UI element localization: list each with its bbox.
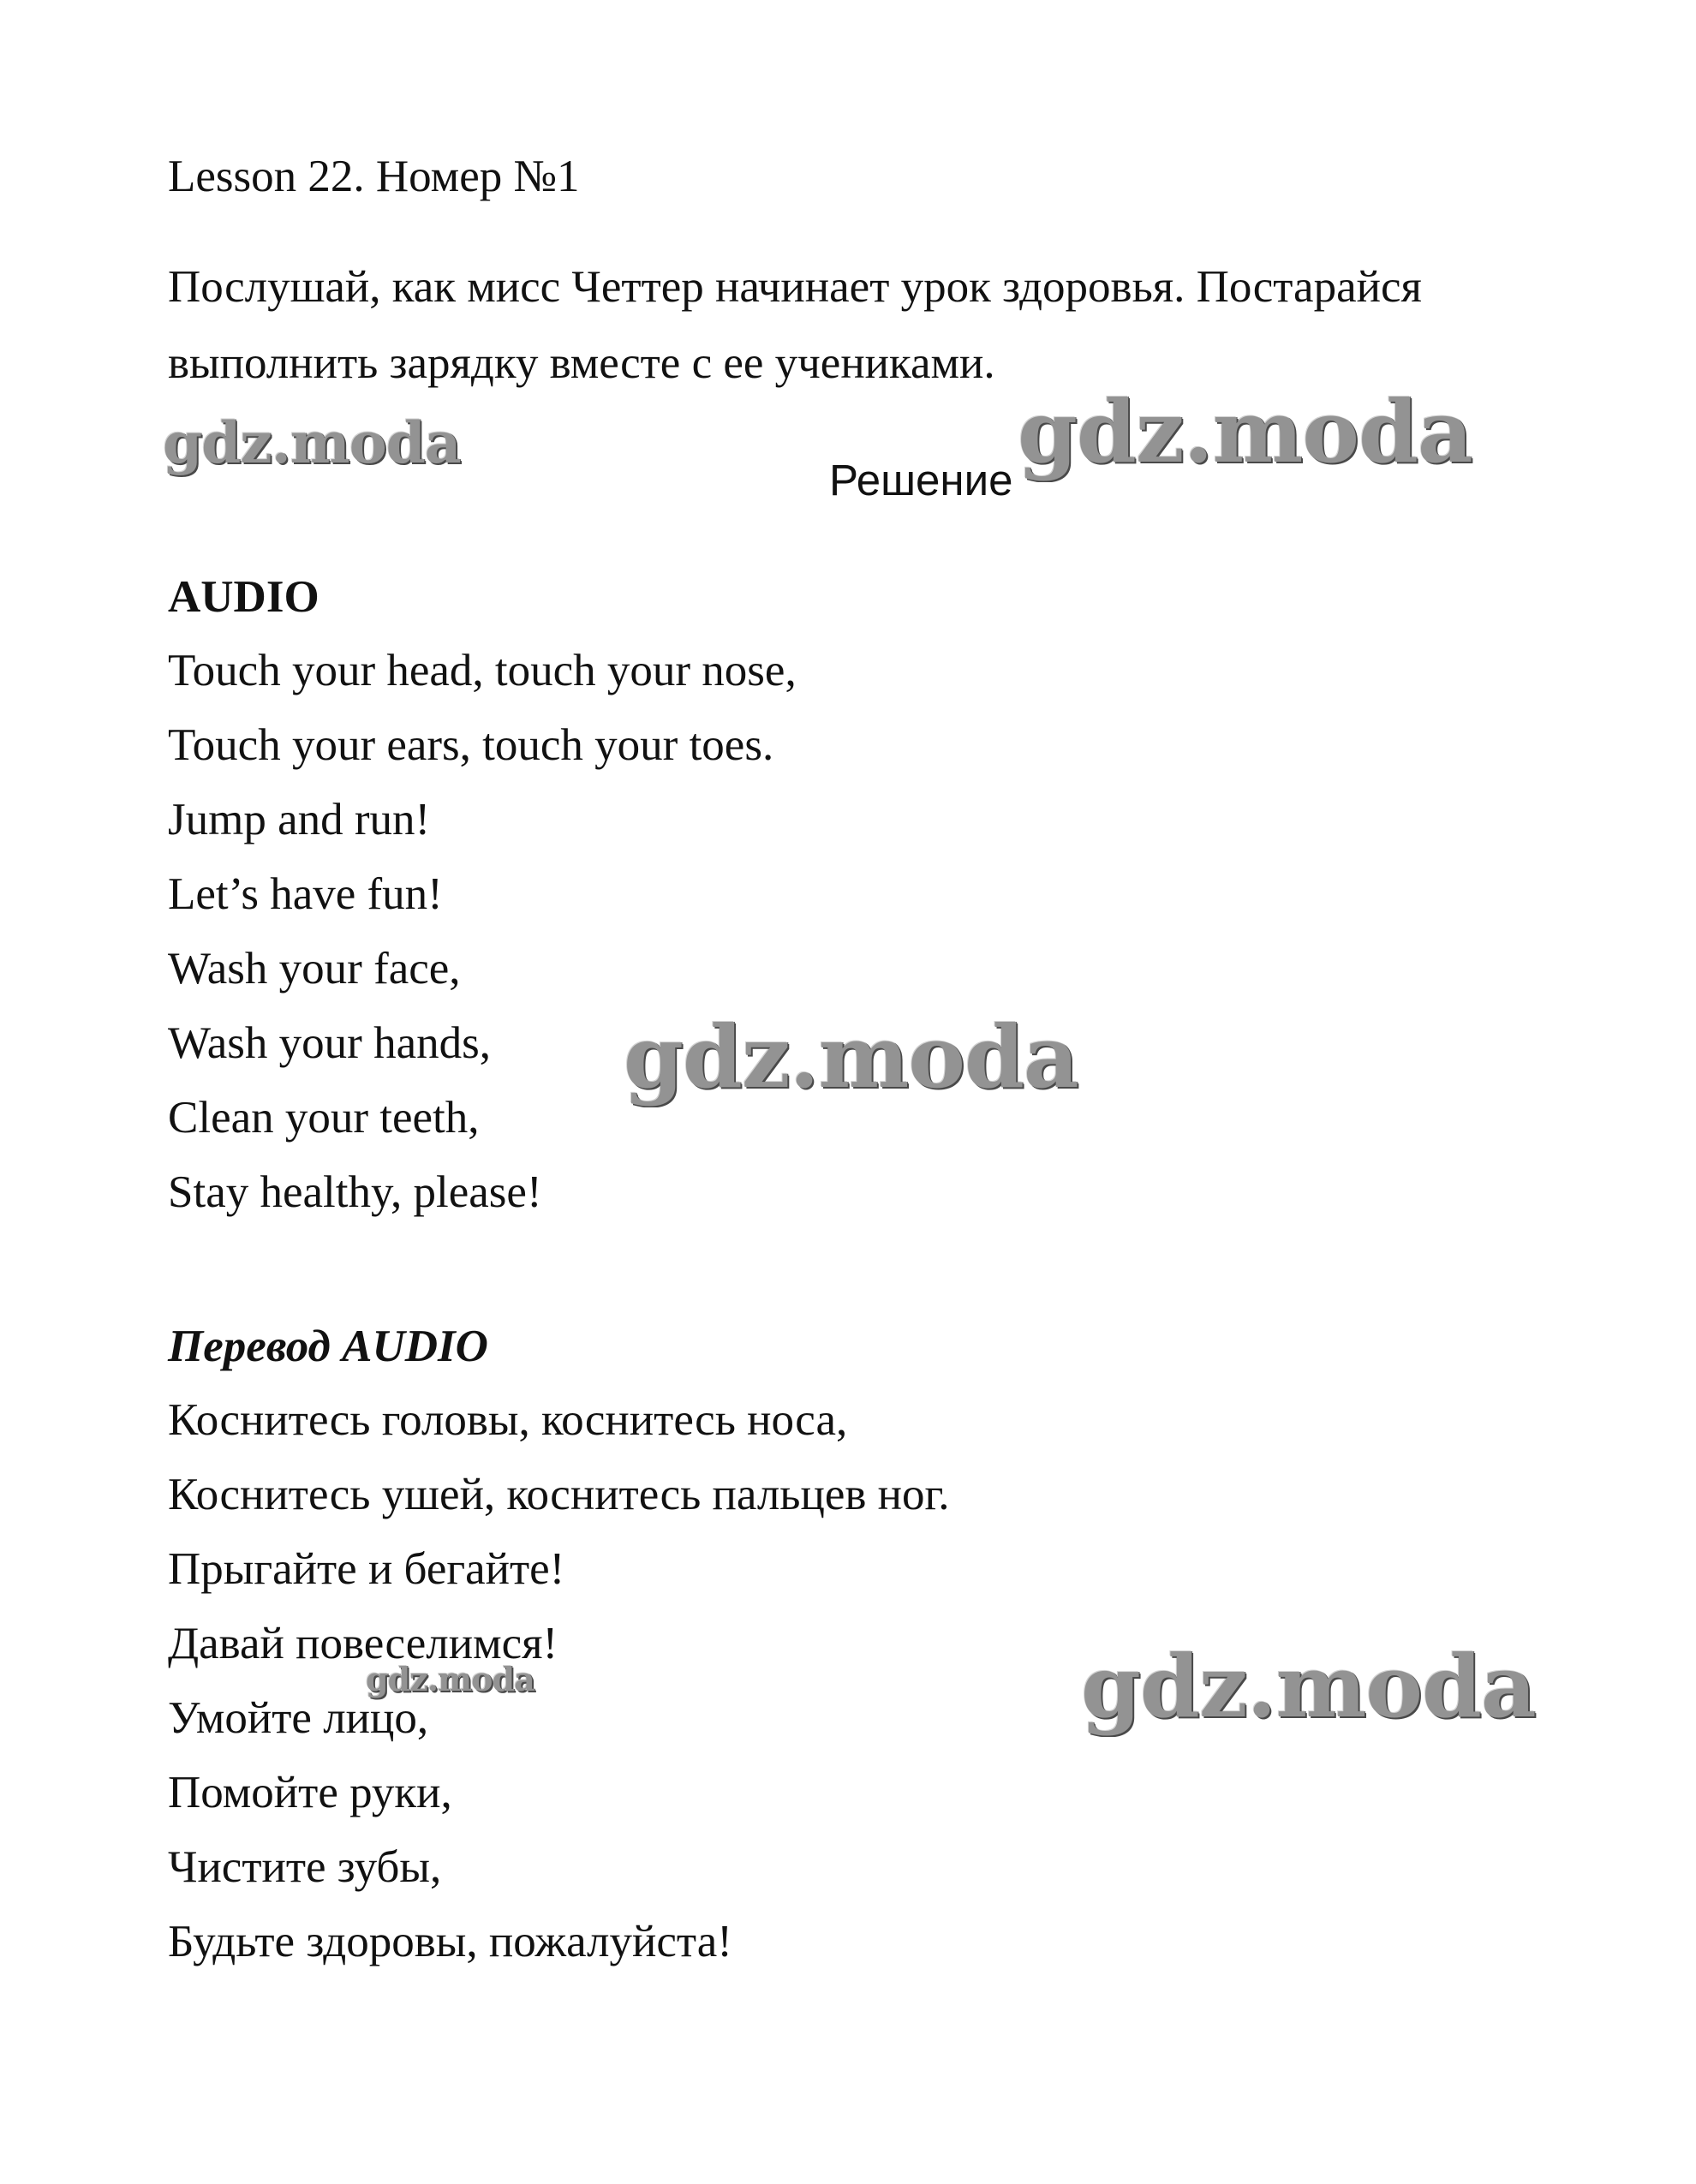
translation-heading: Перевод AUDIO (168, 1322, 488, 1371)
watermark-logo: gdz.moda (624, 1006, 1078, 1107)
instruction-line-2: выполнить зарядку вместе с ее учениками. (168, 338, 995, 388)
translation-line: Давай повеселимся! (168, 1619, 558, 1668)
audio-line: Touch your head, touch your nose, (168, 646, 797, 695)
translation-line: Чистите зубы, (168, 1842, 442, 1892)
instruction-line-1: Послушай, как мисс Четтер начинает урок здоровья. Постарайся (168, 262, 1422, 312)
solution-label: Решение (829, 456, 1013, 504)
translation-line: Прыгайте и бегайте! (168, 1544, 565, 1594)
translation-line: Будьте здоровы, пожалуйста! (168, 1917, 732, 1966)
audio-line: Wash your face, (168, 944, 461, 994)
translation-line: Умойте лицо, (168, 1693, 429, 1743)
audio-line: Clean your teeth, (168, 1093, 480, 1143)
audio-line: Wash your hands, (168, 1018, 491, 1068)
audio-line: Jump and run! (168, 795, 431, 844)
watermark-logo: gdz.moda (366, 1660, 534, 1698)
watermark-logo: gdz.moda (1018, 381, 1472, 482)
watermark-logo: gdz.moda (163, 409, 461, 476)
watermark-logo: gdz.moda (1081, 1636, 1536, 1737)
translation-line: Помойте руки, (168, 1768, 452, 1817)
audio-heading: AUDIO (168, 572, 319, 622)
audio-line: Stay healthy, please! (168, 1167, 542, 1217)
translation-line: Коснитесь ушей, коснитесь пальцев ног. (168, 1470, 950, 1519)
audio-line: Touch your ears, touch your toes. (168, 720, 774, 770)
audio-line: Let’s have fun! (168, 869, 443, 919)
document-title: Lesson 22. Номер №1 (168, 152, 580, 201)
translation-line: Коснитесь головы, коснитесь носа, (168, 1395, 848, 1445)
